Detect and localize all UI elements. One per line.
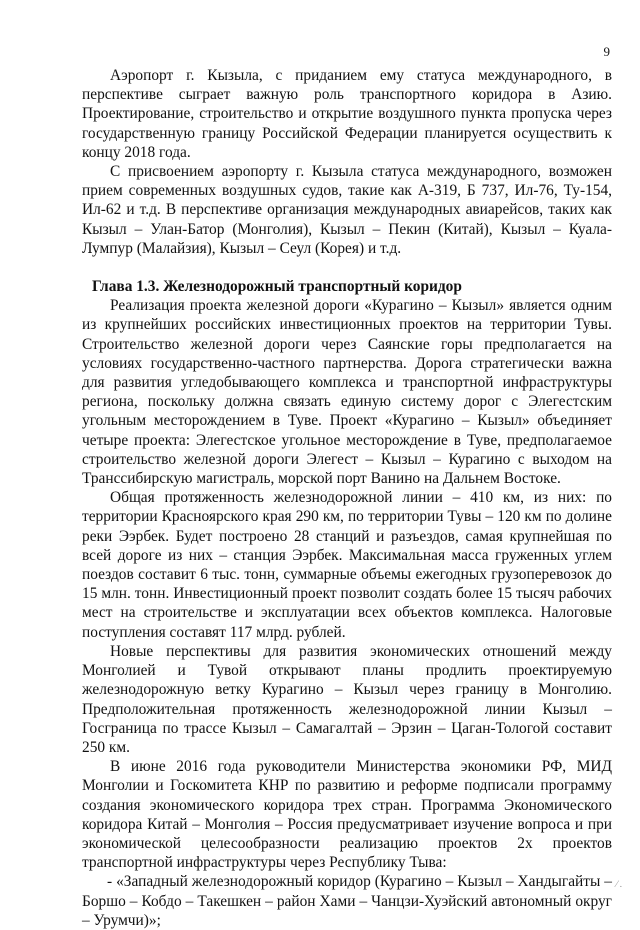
paragraph-mongolia-extension: Новые перспективы для развития экономических отношений между Монголией и Тувой открывают планы продлить проектируемую железнодорожную ветку Курагино – Кызыл через границу в Монголию. Предположительная протяженность железнодорожной линии Кызыл – Госграница по трассе Кызыл – Самагалтай – Эрзин – Цаган-Тологой составит 250 км. (82, 642, 612, 756)
paragraph-aircraft-types: С присвоением аэропорту г. Кызыла статуса международного, возможен прием современных воздушных судов, такие как А-319, Б 737, Ил-76, Ту-154, Ил-62 и т.д. В перспективе организация международных авиарейсов, таких как Кызыл – Улан-Батор (Монголия), Кызыл – Пекин (Китай), Кызыл – Куала-Лумпур (Малайзия), Кызыл – Сеул (Корея) и т.д. (82, 163, 612, 257)
document-body (82, 66, 612, 930)
paragraph-economic-corridor: В июне 2016 года руководители Министерства экономики РФ, МИД Монголии и Госкомитета КНР по развитию и реформе подписали программу создания экономического коридора трех стран. Программа Экономического коридора Китай – Монголия – Россия предусматривает изучение вопроса и при экономической целесообразности реализацию проектов 2х проектов транспортной инфраструктуры через Республику Тыва: (82, 758, 612, 872)
list-item-western-corridor: - «Западный железнодорожный коридор (Курагино – Кызыл – Хандыгайты – Боршо – Кобдо – Такешкен – район Хами – Чанцзи-Хуэйский автономный округ – Урумчи)»; (82, 873, 612, 929)
paragraph-railway-project: Реализация проекта железной дороги «Курагино – Кызыл» является одним из крупнейших российских инвестиционных проектов на территории Тувы. Строительство железной дороги через Саянские горы предполагается на условиях государственно-частного партнерства. Дорога стратегически важна для развития угледобывающего комплекса и транспортной инфраструктуры региона, поскольку должна связать единую систему дорог с Элегестским угольным месторождением в Туве. Проект «Курагино – Кызыл» объединяет четыре проекта: Элегестское угольное месторождение в Туве, предполагаемое строительство железной дороги Элегест – Кызыл – Курагино с выходом на Транссибирскую магистраль, морской порт Ванино на Дальнем Востоке. (82, 297, 612, 488)
page-number: 9 (603, 44, 610, 59)
paragraph-railway-length: Общая протяженность железнодорожной линии – 410 км, из них: по территории Красноярского края 290 км, по территории Тувы – 120 км по долине реки Ээрбек. Будет построено 28 станций и разъездов, самая крупнейшая по всей дороге из них – станция Ээрбек. Максимальная масса груженных углем поездов составит 6 тыс. тонн, суммарные объемы ежегодных грузоперевозок до 15 млн. тонн. Инвестиционный проект позволит создать более 15 тысяч рабочих мест на строительстве и эксплуатации всех объектов комплекса. Налоговые поступления составят 117 млрд. рублей. (82, 489, 612, 641)
chapter-heading: Глава 1.3. Железнодорожный транспортный коридор (92, 278, 462, 296)
scan-mark-icon: ⁄ . (615, 879, 622, 889)
paragraph-airport-status: Аэропорт г. Кызыла, с приданием ему статуса международного, в перспективе сыграет важную роль транспортного коридора в Азию. Проектирование, строительство и открытие воздушного пункта пропуска через государственную границу Российской Федерации планируется осуществить к концу 2018 года. (82, 67, 612, 161)
